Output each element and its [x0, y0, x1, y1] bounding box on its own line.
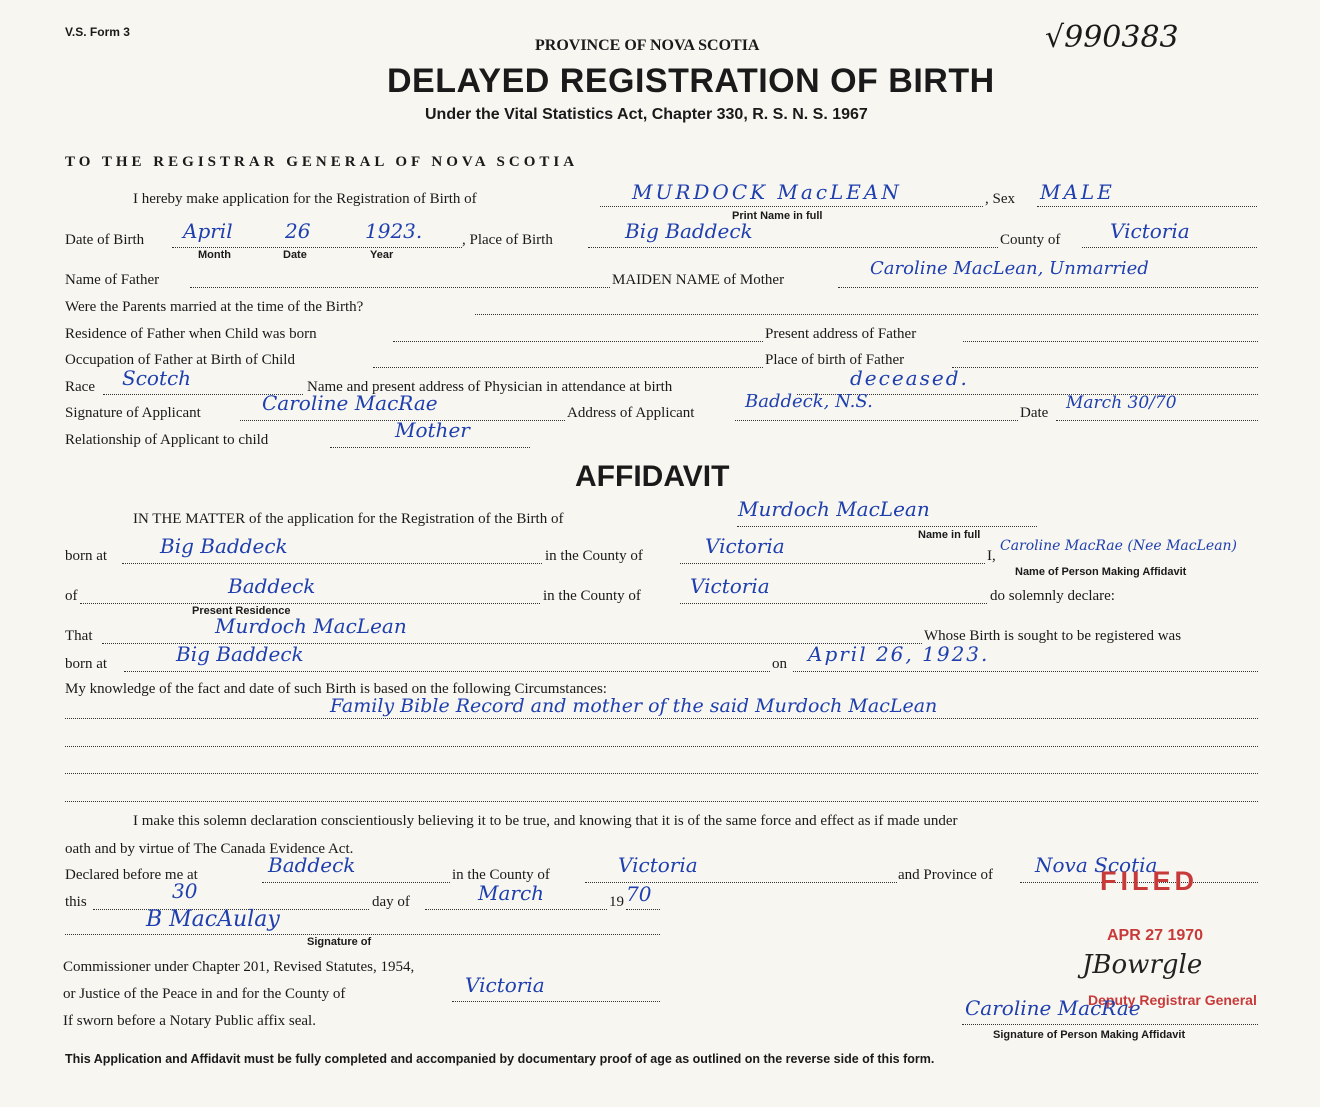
father-present-address-label: Present address of Father: [765, 326, 917, 342]
file-number: √990383: [1045, 20, 1179, 55]
father-name-label: Name of Father: [65, 272, 160, 288]
footer-note: This Application and Affidavit must be fully completed and accompanied by documentary proof of age as outlined on the reverse side of this form.: [65, 1052, 935, 1066]
filed-stamp: FILED: [1100, 866, 1198, 896]
that-value: Murdoch MacLean: [215, 614, 407, 638]
commissioner-line: Commissioner under Chapter 201, Revised Statutes, 1954,: [63, 959, 415, 975]
whose-birth-label: Whose Birth is sought to be registered was: [924, 628, 1182, 644]
on-value: April 26, 1923.: [808, 642, 990, 666]
county-value: Victoria: [1110, 219, 1190, 243]
declare-label: do solemnly declare:: [990, 588, 1115, 604]
present-residence-caption: Present Residence: [192, 605, 291, 617]
sex-value: MALE: [1040, 180, 1115, 204]
dob-month-value: April: [183, 219, 233, 243]
dob-day-value: 26: [285, 219, 311, 243]
born-at-label: born at: [65, 548, 108, 564]
declared-county-value: Victoria: [618, 853, 698, 877]
applicant-date-label: Date: [1020, 405, 1049, 421]
that-label: That: [65, 628, 93, 644]
notary-line: If sworn before a Notary Public affix seal.: [63, 1013, 316, 1029]
year-value: 70: [626, 882, 652, 906]
place-of-birth-label: , Place of Birth: [462, 232, 553, 248]
province-heading: PROVINCE OF NOVA SCOTIA: [535, 37, 760, 54]
applicant-address-value: Baddeck, N.S.: [745, 391, 873, 412]
relationship-value: Mother: [395, 418, 470, 442]
born-county-value: Victoria: [705, 534, 785, 558]
child-name-value: MURDOCK MacLEAN: [632, 180, 902, 204]
knowledge-value: Family Bible Record and mother of the said Murdoch MacLean: [330, 695, 938, 717]
affiant-name-value: Caroline MacRae (Nee MacLean): [1000, 538, 1238, 554]
mother-maiden-label: MAIDEN NAME of Mother: [612, 272, 785, 288]
year-prefix: 19: [609, 894, 624, 910]
commissioner-signature: B MacAulay: [146, 907, 280, 932]
county-label: County of: [1000, 232, 1061, 248]
mother-maiden-value: Caroline MacLean, Unmarried: [870, 258, 1149, 279]
father-birthplace-label: Place of birth of Father: [765, 352, 905, 368]
dob-year-value: 1923.: [365, 219, 423, 243]
born-at-2-label: born at: [65, 656, 108, 672]
on-label: on: [772, 656, 787, 672]
this-label: this: [65, 894, 87, 910]
day-of-value: March: [478, 881, 545, 905]
signature-of-caption: Signature of: [307, 936, 372, 948]
born-county-label: in the County of: [545, 548, 643, 564]
matter-label: IN THE MATTER of the application for the Registration of the Birth of: [133, 511, 564, 527]
born-at-2-value: Big Baddeck: [176, 642, 304, 666]
sex-label: , Sex: [985, 191, 1015, 207]
i-label: I,: [987, 548, 996, 564]
physician-label: Name and present address of Physician in attendance at birth: [307, 379, 673, 395]
affiant-signature: Caroline MacRae: [965, 996, 1141, 1020]
knowledge-label: My knowledge of the fact and date of such Birth is based on the following Circumstances:: [65, 681, 607, 697]
born-at-value: Big Baddeck: [160, 534, 288, 558]
deputy-registrar-stamp: Deputy Registrar General: [1088, 992, 1257, 1008]
registrar-signature: JBowrgle: [1082, 950, 1203, 980]
applicant-signature-value: Caroline MacRae: [262, 391, 438, 415]
father-occupation-label: Occupation of Father at Birth of Child: [65, 352, 295, 368]
of-county-value: Victoria: [690, 574, 770, 598]
page-title: DELAYED REGISTRATION OF BIRTH: [387, 62, 995, 100]
race-value: Scotch: [122, 366, 192, 390]
place-of-birth-value: Big Baddeck: [625, 219, 753, 243]
physician-value: deceased.: [850, 366, 969, 390]
applicant-date-value: March 30/70: [1066, 393, 1177, 413]
dob-label: Date of Birth: [65, 232, 145, 248]
justice-label: or Justice of the Peace in and for the County of: [63, 986, 346, 1002]
name-in-full-caption: Name in full: [918, 529, 981, 541]
province-label: and Province of: [898, 867, 993, 883]
province-value: Nova Scotia: [1035, 853, 1158, 877]
solemn-declaration-line-1: I make this solemn declaration conscientiously believing it to be true, and knowing that it is of the same force and effect as if made under: [133, 813, 958, 829]
race-label: Race: [65, 379, 95, 395]
declared-at-label: Declared before me at: [65, 867, 198, 883]
apply-label: I hereby make application for the Registration of Birth of: [133, 191, 477, 207]
solemn-declaration-line-2: oath and by virtue of The Canada Evidence Act.: [65, 841, 354, 857]
of-county-label: in the County of: [543, 588, 641, 604]
of-value: Baddeck: [228, 574, 316, 598]
year-caption: Year: [370, 249, 394, 261]
registrar-line: TO THE REGISTRAR GENERAL OF NOVA SCOTIA: [65, 154, 579, 170]
affiant-name-caption: Name of Person Making Affidavit: [1015, 566, 1187, 578]
applicant-address-label: Address of Applicant: [567, 405, 695, 421]
matter-value: Murdoch MacLean: [738, 497, 930, 521]
of-label: of: [65, 588, 78, 604]
this-day-value: 30: [172, 879, 198, 903]
justice-county-value: Victoria: [465, 973, 545, 997]
affidavit-heading: AFFIDAVIT: [575, 460, 730, 493]
father-residence-label: Residence of Father when Child was born: [65, 326, 317, 342]
month-caption: Month: [198, 249, 231, 261]
act-subtitle: Under the Vital Statistics Act, Chapter 330, R. S. N. S. 1967: [425, 106, 868, 123]
filed-date-stamp: APR 27 1970: [1107, 927, 1204, 944]
declared-county-label: in the County of: [452, 867, 550, 883]
day-of-label: day of: [372, 894, 410, 910]
form-number: V.S. Form 3: [65, 25, 130, 39]
print-name-caption: Print Name in full: [732, 210, 823, 222]
relationship-label: Relationship of Applicant to child: [65, 432, 269, 448]
affiant-signature-caption: Signature of Person Making Affidavit: [993, 1029, 1186, 1041]
date-caption: Date: [283, 249, 307, 261]
parents-married-label: Were the Parents married at the time of the Birth?: [65, 299, 364, 315]
declared-at-value: Baddeck: [268, 853, 356, 877]
applicant-signature-label: Signature of Applicant: [65, 405, 201, 421]
